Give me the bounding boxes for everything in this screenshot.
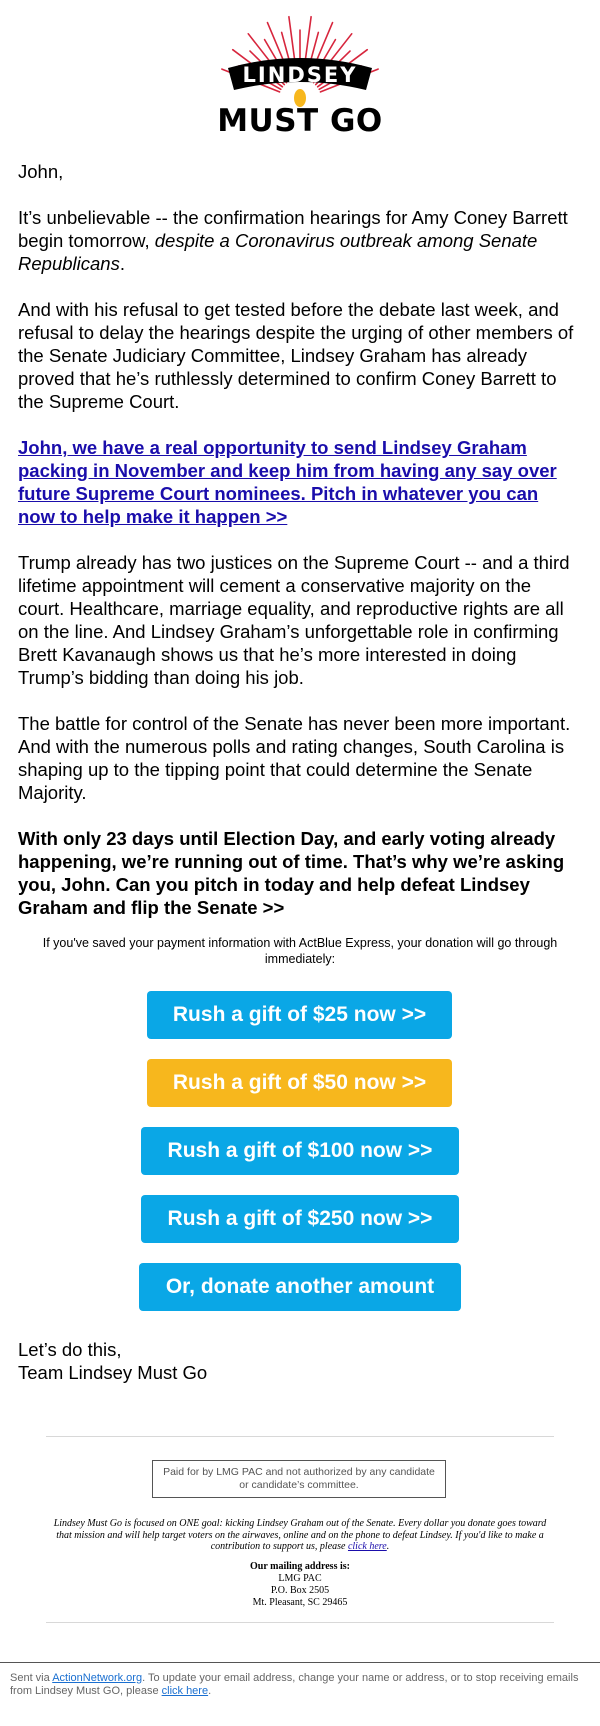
lindsey-must-go-logo: [200, 8, 400, 136]
donate-250-button[interactable]: Rush a gift of $250 now >>: [141, 1195, 459, 1243]
donate-25-button[interactable]: Rush a gift of $25 now >>: [147, 991, 452, 1039]
donate-other-amount-button[interactable]: Or, donate another amount: [139, 1263, 461, 1311]
footer-rule: [0, 1662, 600, 1663]
footer-text: Sent via ActionNetwork.org. To update your email address, change your name or address, or to stop receiving emails from Lindsey Must GO, please click here.: [10, 1672, 579, 1697]
logo-bottom-word: MUST GO: [217, 103, 383, 136]
divider-bottom: [46, 1622, 554, 1623]
logo-top-word: LINDSEY: [242, 63, 358, 87]
mailing-address: Our mailing address is: LMG PAC P.O. Box 2505 Mt. Pleasant, SC 29465: [250, 1561, 350, 1608]
paragraph-5: With only 23 days until Election Day, and early voting already happening, we’re running out of time. That’s why we’re asking you, John. Can you pitch in today and help defeat Lindsey Graham and flip the Senate >>: [18, 828, 565, 918]
paragraph-3: Trump already has two justices on the Supreme Court -- and a third lifetime appointment will cement a conservative majority on the court. Healthcare, marriage equality, and reproductive rights are all on the line. And Lindsey Graham’s unforgettable role in confirming Brett Kavanaugh shows us that he’s more interested in doing Trump’s bidding than doing his job.: [18, 552, 570, 688]
unsubscribe-link[interactable]: click here: [161, 1685, 209, 1697]
mission-statement: Lindsey Must Go is focused on ONE goal: kicking Lindsey Graham out of the Senate. Every dollar you donate goes toward that mission and will help target voters on the airwaves, online and on the phone to defeat Lindsey. If you'd like to make a contribution to support us, please click here.: [53, 1518, 547, 1552]
donate-50-button[interactable]: Rush a gift of $50 now >>: [147, 1059, 452, 1107]
actionnetwork-link[interactable]: ActionNetwork.org: [52, 1672, 143, 1684]
paragraph-1: It’s unbelievable -- the confirmation hearings for Amy Coney Barrett begin tomorrow, despite a Coronavirus outbreak among Senate Republicans.: [18, 207, 568, 274]
signoff: Let’s do this, Team Lindsey Must Go: [18, 1339, 208, 1383]
divider-top: [46, 1436, 554, 1437]
donate-100-button[interactable]: Rush a gift of $100 now >>: [141, 1127, 459, 1175]
greeting: John,: [18, 161, 64, 182]
paid-for-disclaimer: Paid for by LMG PAC and not authorized by any candidate or candidate’s committee.: [152, 1460, 446, 1498]
mission-click-here-link[interactable]: click here: [347, 1541, 387, 1552]
actblue-note: If you've saved your payment information with ActBlue Express, your donation will go through immediately:: [42, 936, 558, 966]
cta-link-paragraph: [18, 436, 578, 528]
cta-link[interactable]: John, we have a real opportunity to send Lindsey Graham packing in November and keep him from having any say over future Supreme Court nominees. Pitch in whatever you can now to help make it happen >>: [18, 437, 557, 527]
paragraph-4: The battle for control of the Senate has never been more important. And with the numerous polls and rating changes, South Carolina is shaping up to the tipping point that could determine the Senate Majority.: [18, 713, 571, 803]
paragraph-2: And with his refusal to get tested before the debate last week, and refusal to delay the hearings despite the urging of other members of the Senate Judiciary Committee, Lindsey Graham has already proved that he’s ruthlessly determined to confirm Coney Barrett to the Supreme Court.: [18, 299, 574, 412]
